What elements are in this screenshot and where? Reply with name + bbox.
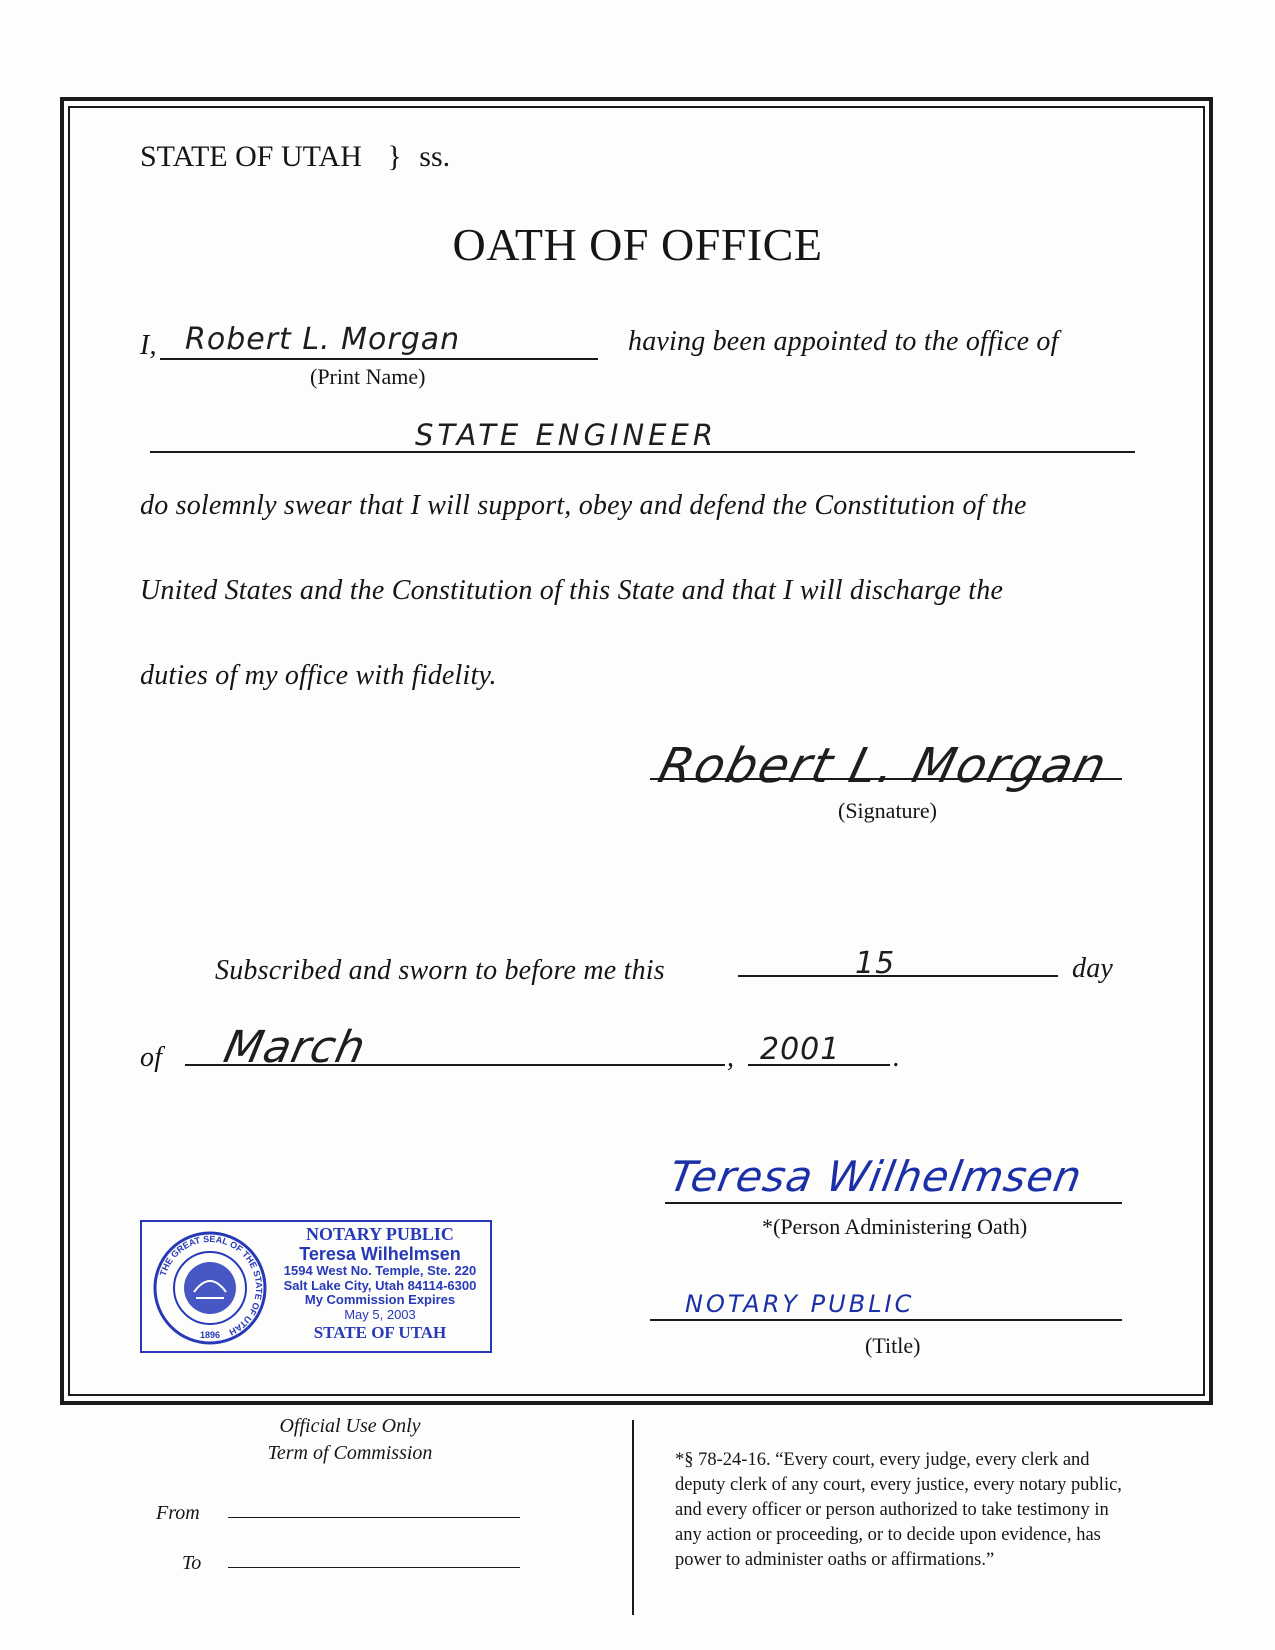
administrator-line: [665, 1202, 1122, 1204]
signature-line: [650, 778, 1122, 780]
venue-bracket: }: [387, 140, 402, 173]
appointed-text: having been appointed to the office of: [628, 326, 1059, 357]
notary-stamp: [140, 1220, 492, 1353]
document-title: OATH OF OFFICE: [452, 219, 823, 270]
day-label: day: [1072, 953, 1114, 984]
handwritten-year: 2001: [760, 1032, 841, 1067]
stamp-line-4: Salt Lake City, Utah 84114-6300: [283, 1277, 477, 1293]
statute-line-1: *§ 78-24-16. “Every court, every judge, every clerk and: [675, 1450, 1090, 1470]
seal-ring-text-path: THE GREAT SEAL OF THE STATE OF UTAH: [157, 1233, 265, 1338]
sworn-lead: Subscribed and sworn to before me this: [215, 955, 665, 986]
oath-body-line-1: do solemnly swear that I will support, obey and defend the Constitution of the: [140, 490, 1027, 521]
handwritten-day: 15: [855, 946, 896, 981]
stamp-line-2: Teresa Wilhelmsen: [299, 1244, 461, 1265]
handwritten-month: March: [219, 1022, 371, 1073]
handwritten-office: STATE ENGINEER: [415, 418, 717, 452]
handwritten-title: NOTARY PUBLIC: [685, 1290, 915, 1318]
statute-line-4: any action or proceeding, or to decide upon evidence, has: [675, 1525, 1101, 1545]
oath-body-line-3: duties of my office with fidelity.: [140, 660, 497, 691]
signature-caption: (Signature): [838, 798, 937, 823]
administrator-caption: *(Person Administering Oath): [762, 1214, 1028, 1239]
handwritten-signature: Robert L. Morgan: [653, 738, 1114, 794]
date-comma: ,: [727, 1042, 735, 1073]
name-line: [160, 358, 598, 360]
state-venue: [140, 140, 450, 174]
term-of-commission-label: Term of Commission: [267, 1442, 433, 1464]
stamp-line-7: STATE OF UTAH: [313, 1322, 447, 1342]
day-line: [738, 975, 1058, 977]
statute-text: [675, 1448, 1122, 1573]
stamp-line-3: 1594 West No. Temple, Ste. 220: [283, 1263, 477, 1279]
title-caption: (Title): [865, 1333, 921, 1358]
from-line: [228, 1517, 520, 1518]
office-line: [150, 451, 1135, 453]
statute-line-2: deputy clerk of any court, every justice, every notary public,: [675, 1475, 1122, 1495]
to-line: [228, 1567, 520, 1568]
venue-ss: ss.: [419, 140, 451, 173]
year-line: [748, 1064, 890, 1066]
state-name: STATE OF UTAH: [140, 140, 362, 173]
print-name-caption: (Print Name): [310, 364, 426, 389]
to-label: To: [182, 1552, 202, 1574]
stamp-line-5: My Commission Expires: [304, 1292, 456, 1308]
handwritten-administrator-signature: Teresa Wilhelmsen: [665, 1152, 1086, 1201]
from-label: From: [156, 1502, 200, 1524]
date-period: .: [893, 1042, 901, 1073]
stamp-line-6: May 5, 2003: [344, 1306, 416, 1322]
stamp-text-block: [270, 1224, 490, 1342]
statute-line-5: power to administer oaths or affirmations.”: [675, 1550, 995, 1570]
month-line: [185, 1064, 725, 1066]
seal-year: 1896: [199, 1330, 221, 1340]
handwritten-name: Robert L. Morgan: [185, 322, 461, 357]
oath-body-line-2: United States and the Constitution of this State and that I will discharge the: [140, 575, 1004, 606]
footer-divider: [632, 1420, 634, 1615]
i-label: I,: [140, 330, 157, 361]
statute-line-3: and every officer or person authorized to take testimony in: [675, 1500, 1109, 1520]
title-line: [650, 1319, 1122, 1321]
state-seal-icon: [152, 1230, 268, 1346]
of-label: of: [140, 1042, 163, 1073]
official-use-label: Official Use Only: [279, 1415, 421, 1437]
stamp-line-1: NOTARY PUBLIC: [306, 1224, 454, 1244]
